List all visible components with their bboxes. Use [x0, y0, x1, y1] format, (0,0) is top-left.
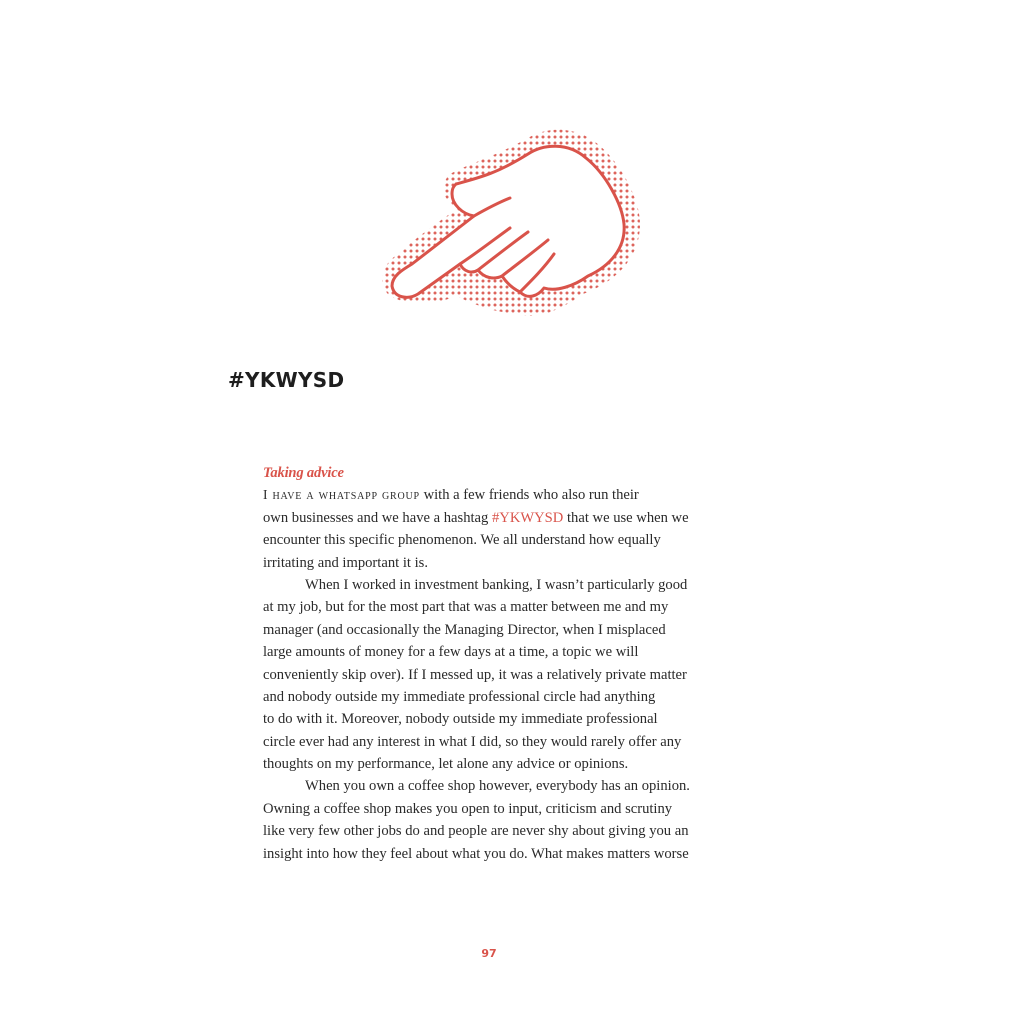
text-line: Owning a coffee shop makes you open to input, criticism and scrutiny: [263, 800, 673, 817]
text-line: like very few other jobs do and people are never shy about giving you an: [263, 823, 689, 840]
page-number: 97: [481, 947, 497, 960]
text-line: circle ever had any interest in what I did, so they would rarely offer any: [263, 733, 682, 750]
text-line: I have a whatsapp group with a few friends who also run their: [263, 487, 639, 504]
chapter-title: #YKWYSD: [228, 368, 345, 392]
text-line: own businesses and we have a hashtag #YKWYSD that we use when we: [263, 509, 689, 526]
text-line: and nobody outside my immediate professional circle had anything: [263, 688, 656, 705]
text-line: When I worked in investment banking, I wasn’t particularly good: [305, 576, 688, 593]
text-line: irritating and important it is.: [263, 554, 428, 571]
section-heading: Taking advice: [263, 465, 344, 481]
text-line: encounter this specific phenomenon. We all understand how equally: [263, 532, 661, 549]
text-line: insight into how they feel about what you do. What makes matters worse: [263, 845, 689, 862]
text-line: When you own a coffee shop however, everybody has an opinion.: [305, 778, 690, 795]
text-line: at my job, but for the most part that was a matter between me and my: [263, 599, 669, 616]
lead-in: I have a whatsapp group: [263, 487, 420, 503]
pointing-hand-icon: [378, 116, 644, 324]
text-line: large amounts of money for a few days at a time, a topic we will: [263, 644, 639, 661]
hashtag: #YKWYSD: [491, 509, 564, 526]
text-line: to do with it. Moreover, nobody outside my immediate professional: [263, 711, 658, 728]
text-line: thoughts on my performance, let alone any advice or opinions.: [263, 756, 629, 773]
text-line: conveniently skip over). If I messed up, it was a relatively private matter: [263, 666, 687, 683]
text-line: manager (and occasionally the Managing Director, when I misplaced: [263, 621, 666, 638]
body-text: [263, 462, 723, 865]
